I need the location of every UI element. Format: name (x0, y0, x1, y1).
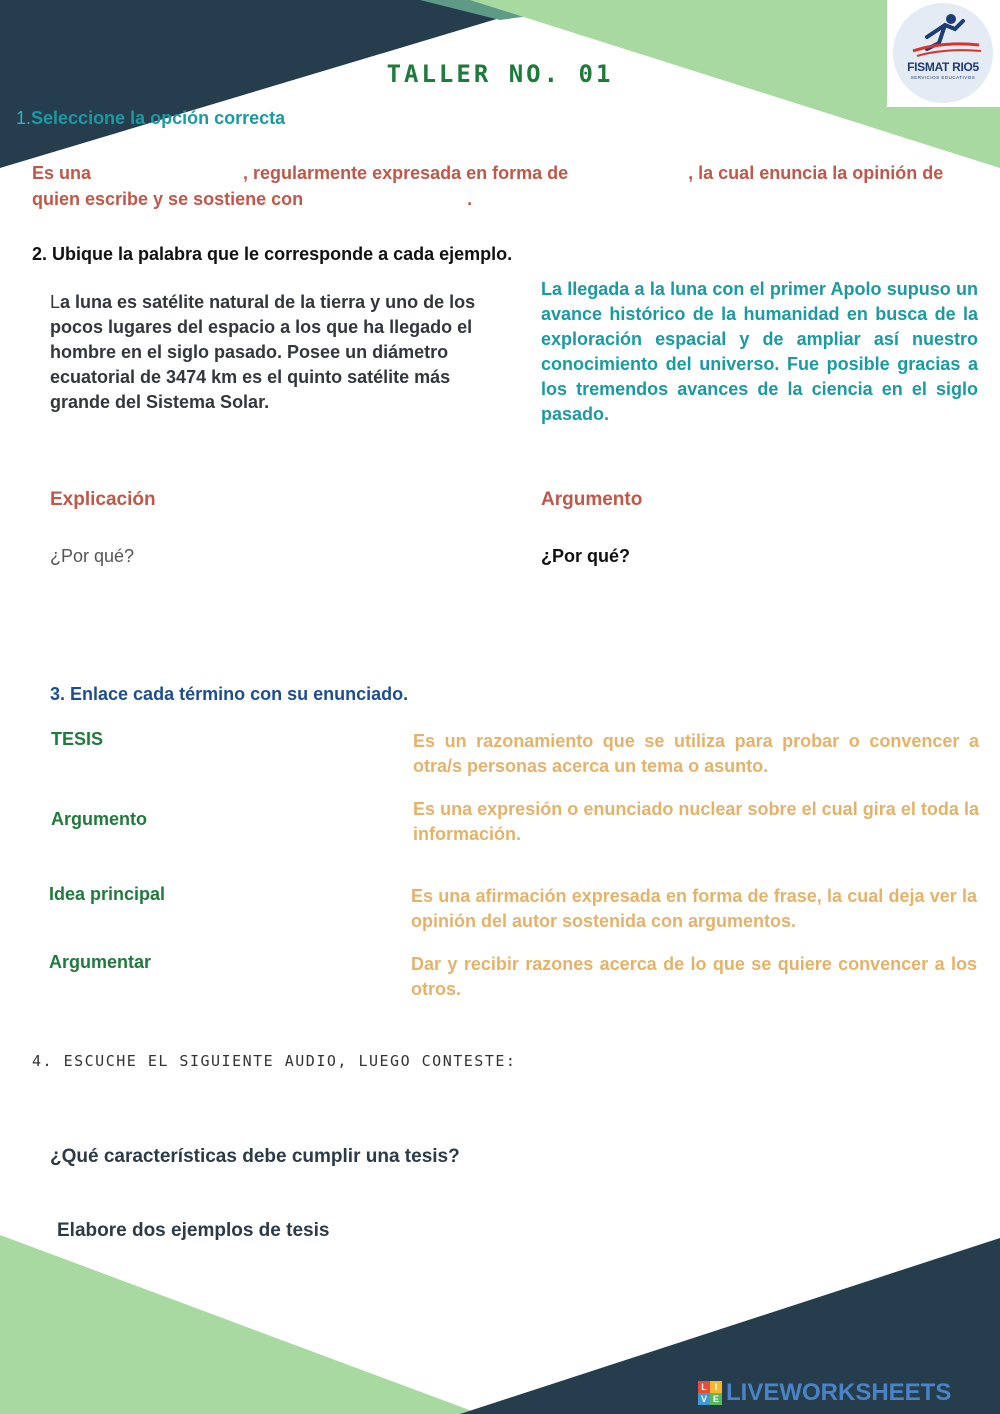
section1-heading (16, 108, 285, 129)
label-argumento[interactable]: Argumento (541, 489, 643, 510)
liveworksheets-watermark (698, 1380, 951, 1406)
wm-letter-e: E (710, 1393, 722, 1405)
watermark-text: LIVEWORKSHEETS (726, 1379, 952, 1406)
question-tesis-examples: Elabore dos ejemplos de tesis (57, 1220, 330, 1241)
example-2-text: La llegada a la luna con el primer Apolo supuso un avance histórico de la humanidad en busca de la exploración espacial y de ampliar así nuestro conocimiento del universo. Fue posible gracias a los tremendos avances de la ciencia en el siglo pasado. (541, 279, 978, 424)
definition-1[interactable]: Es un razonamiento que se utiliza para probar o convencer a otra/s personas acerca un tema o asunto. (413, 731, 979, 776)
question-tesis-characteristics: ¿Qué características debe cumplir una tesis? (50, 1146, 460, 1167)
section3-heading: 3. Enlace cada término con su enunciado. (50, 684, 409, 704)
sentence-part-a: Es una (32, 163, 92, 183)
term-tesis[interactable]: TESIS (51, 729, 104, 749)
definition-2[interactable]: Es una expresión o enunciado nuclear sobre el cual gira el toda la información. (413, 799, 979, 844)
definition-4[interactable]: Dar y recibir razones acerca de lo que se quiere convencer a los otros. (411, 954, 977, 999)
section1-number: 1. (16, 108, 32, 128)
logo (887, 0, 1000, 107)
page-title: TALLER NO. 01 (386, 60, 614, 88)
sentence-part-c: , la cual enuncia la opinión de quien escribe y se sostiene con (32, 163, 944, 209)
section4-heading: 4. ESCUCHE EL SIGUIENTE AUDIO, LUEGO CONTESTE: (32, 1052, 517, 1070)
bottom-green-shape (0, 1235, 480, 1414)
liveworksheets-icon (698, 1381, 722, 1405)
example-1-body: a luna es satélite natural de la tierra y uno de los pocos lugares del espacio a los que ha llegado el hombre en el siglo pasado. Posee un diámetro ecuatorial de 3474 km es el quinto satélite más grande del Sistema Solar. (50, 292, 476, 412)
definition-3[interactable]: Es una afirmación expresada en forma de frase, la cual deja ver la opinión del autor sostenida con argumentos. (411, 886, 977, 931)
logo-subtext: SERVICIOS EDUCATIVOS (910, 75, 976, 80)
fill-in-sentence (32, 160, 972, 212)
wm-letter-v: V (698, 1393, 710, 1405)
sentence-part-b: , regularmente expresada en forma de (243, 163, 569, 183)
term-argumentar[interactable]: Argumentar (49, 952, 152, 972)
example-1-first-letter: L (50, 292, 61, 312)
logo-text: FISMAT RIO5 (907, 60, 979, 74)
label-explicacion[interactable]: Explicación (50, 489, 156, 510)
example-1-text (50, 290, 490, 415)
wm-letter-l: L (698, 1381, 710, 1393)
term-argumento[interactable]: Argumento (51, 809, 147, 829)
runner-icon (893, 7, 993, 67)
term-idea-principal[interactable]: Idea principal (49, 884, 166, 904)
section1-heading-text: Seleccione la opción correcta (31, 108, 286, 128)
wm-letter-i: I (710, 1381, 722, 1393)
why-prompt-1: ¿Por qué? (50, 546, 135, 566)
section2-heading: 2. Ubique la palabra que le corresponde a cada ejemplo. (32, 244, 513, 264)
logo-badge (893, 3, 993, 103)
sentence-part-d: . (467, 189, 473, 209)
why-prompt-2: ¿Por qué? (541, 546, 630, 566)
